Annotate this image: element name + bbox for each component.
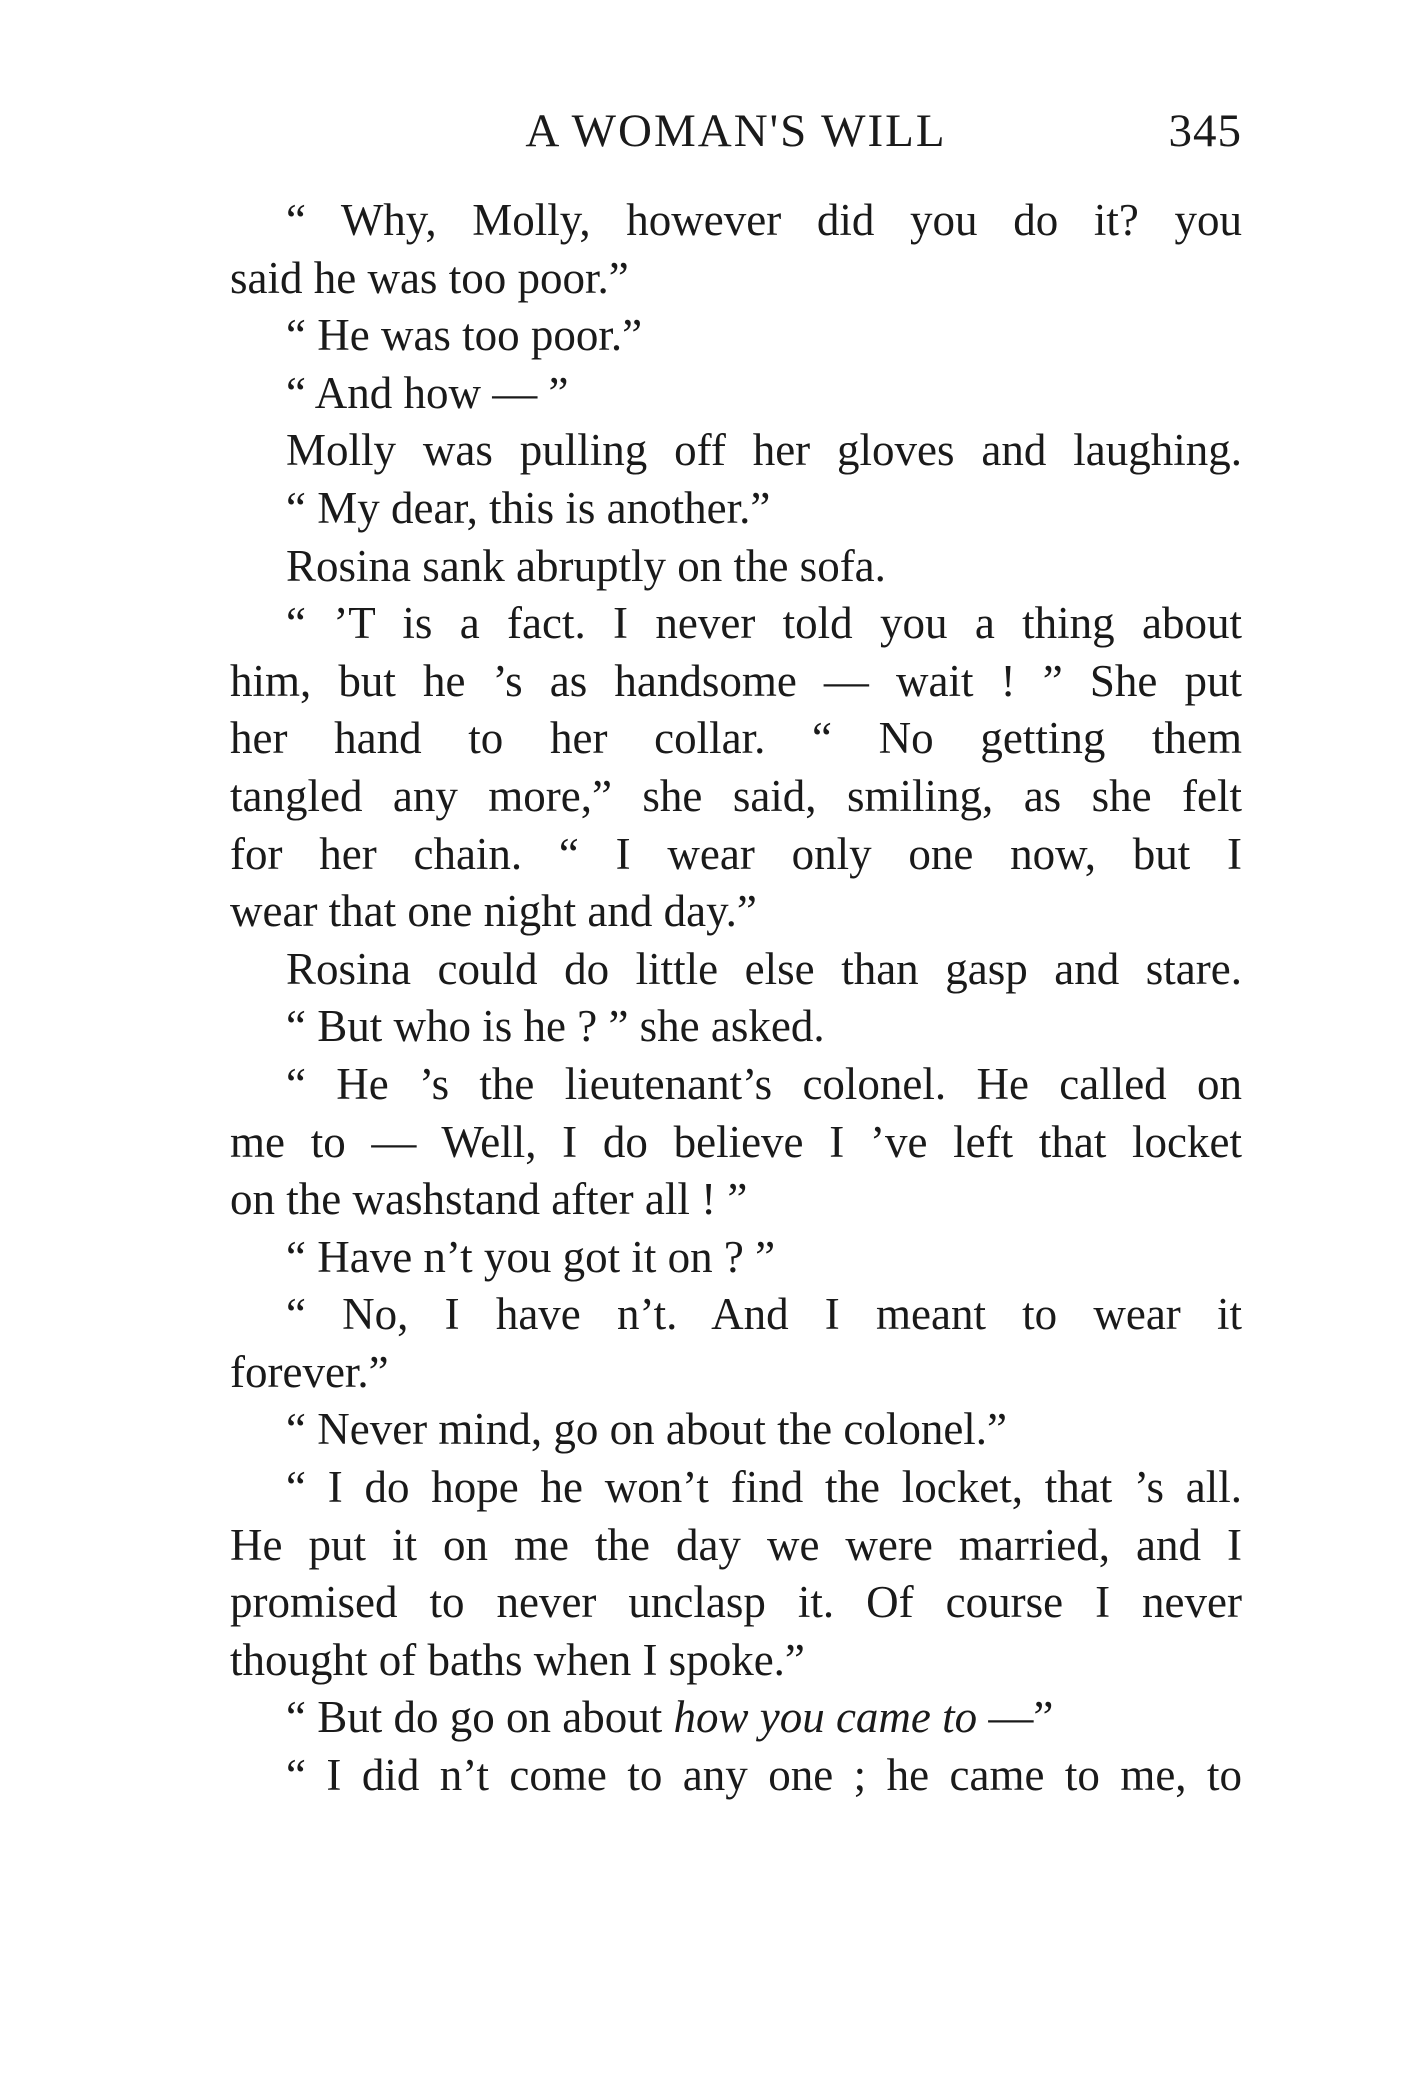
text-line: on the washstand after all ! ” [230,1174,748,1225]
page-number: 345 [1168,105,1242,157]
text-line: “ My dear, this is another.” [286,482,771,533]
text-line: “ I do hope he won’t find the locket, that ’s all. [286,1462,1242,1513]
italic-fragment: how you came to [673,1692,978,1743]
text-line: Rosina could do little else than gasp and stare. [286,943,1242,994]
text-line: for her chain. “ I wear only one now, but I [230,828,1242,879]
text-line: tangled any more,” she said, smiling, as she felt [230,770,1242,821]
text-line: “ Never mind, go on about the colonel.” [286,1404,1008,1455]
text-fragment: “ But do go on about [286,1692,674,1743]
text-line: “ And how — ” [286,367,569,418]
text-line: “ ’T is a fact. I never told you a thing about [286,598,1242,649]
text-line: “ Why, Molly, however did you do it? you [286,195,1242,245]
running-title: A WOMAN'S WILL [525,105,947,157]
text-line: Rosina sank abruptly on the sofa. [286,540,886,591]
text-line: “ No, I have n’t. And I meant to wear it [286,1289,1242,1340]
text-line-with-italic [230,1689,1242,1747]
text-line: thought of baths when I spoke.” [230,1634,805,1685]
text-line: “ I did n’t come to any one ; he came to me, to [286,1750,1242,1801]
text-line: “ He was too poor.” [286,310,643,361]
text-fragment: —” [977,1692,1054,1743]
text-line: “ He ’s the lieutenant’s colonel. He called on [286,1058,1242,1109]
text-line: “ Have n’t you got it on ? ” [286,1231,776,1282]
text-line: her hand to her collar. “ No getting them [230,713,1242,764]
text-line: Molly was pulling off her gloves and laughing. [286,425,1242,476]
text-line: He put it on me the day we were married, and I [230,1519,1242,1570]
running-head [230,92,1242,162]
text-line: forever.” [230,1346,389,1397]
text-line: me to — Well, I do believe I ’ve left that locket [230,1116,1242,1167]
body-text [230,192,1242,1805]
text-line: said he was too poor.” [230,252,629,303]
text-line: him, but he ’s as handsome — wait ! ” She put [230,655,1242,706]
text-line: promised to never unclasp it. Of course I never [230,1577,1242,1628]
text-line: “ But who is he ? ” she asked. [286,1001,825,1052]
text-line: wear that one night and day.” [230,886,757,937]
